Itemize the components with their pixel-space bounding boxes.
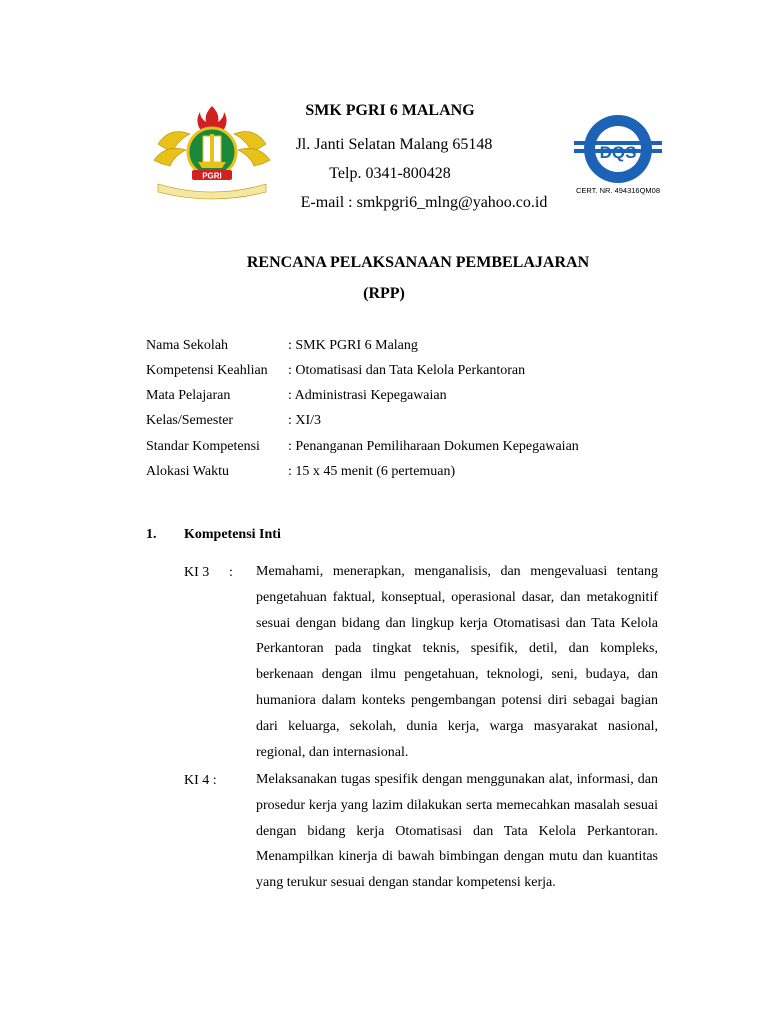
school-email: E-mail : smkpgri6_mlng@yahoo.co.id [300, 194, 548, 211]
ki3-separator: : [229, 565, 233, 580]
section-number: 1. [146, 527, 157, 542]
identity-value: : XI/3 [288, 413, 322, 428]
ki3-text: Memahami, menerapkan, menganalisis, dan mengevaluasi tentang pengetahuan faktual, konseptual, operasional dasar, dan metakognitif sesuai dengan bidang dan lingkup kerja Otomatisasi dan Tata Kelola Perkantoran pada tingkat teknis, spesifik, detil, dan kompleks, berkenaan dengan ilmu pengetahuan, teknologi, seni, budaya, dan humaniora dalam konteks pengembangan potensi diri sebagai bagian dari keluarga, sekolah, dunia kerja, warga masyarakat nasional, regional, dan internasional. [256, 564, 658, 760]
identity-value: : 15 x 45 menit (6 pertemuan) [288, 464, 456, 479]
identity-value: : Administrasi Kepegawaian [288, 388, 447, 403]
document-title: RENCANA PELAKSANAAN PEMBELAJARAN [246, 254, 590, 271]
ki3-label: KI 3 [184, 565, 210, 580]
school-name: SMK PGRI 6 MALANG [305, 102, 475, 119]
identity-label: Kelas/Semester [146, 413, 234, 428]
section-title: Kompetensi Inti [184, 527, 281, 542]
cert-number: CERT. NR. 494316QM08 [575, 186, 661, 195]
identity-label: Standar Kompetensi [146, 439, 260, 454]
document-subtitle: (RPP) [363, 285, 405, 302]
ki4-label: KI 4 : [184, 773, 217, 788]
identity-value: : SMK PGRI 6 Malang [288, 338, 418, 353]
identity-label: Mata Pelajaran [146, 388, 231, 403]
identity-value: : Otomatisasi dan Tata Kelola Perkantoran [288, 363, 526, 378]
school-phone: Telp. 0341-800428 [329, 165, 451, 182]
pgri-logo-text: PGRI [202, 171, 222, 181]
dqs-seal-center: DQS [599, 143, 637, 162]
identity-label: Kompetensi Keahlian [146, 363, 268, 378]
identity-value: : Penanganan Pemiliharaan Dokumen Kepegawaian [288, 439, 579, 454]
identity-label: Nama Sekolah [146, 338, 229, 353]
school-address: Jl. Janti Selatan Malang 65148 [295, 136, 493, 153]
ki4-text: Melaksanakan tugas spesifik dengan menggunakan alat, informasi, dan prosedur kerja yang lazim dilakukan serta memecahkan masalah sesuai dengan bidang kerja Otomatisasi dan Tata Kelola Perkantoran. Menampilkan kinerja di bawah bimbingan dengan mutu dan kuantitas yang terukur sesuai dengan standar kompetensi kerja. [256, 772, 658, 891]
identity-label: Alokasi Waktu [146, 464, 229, 479]
